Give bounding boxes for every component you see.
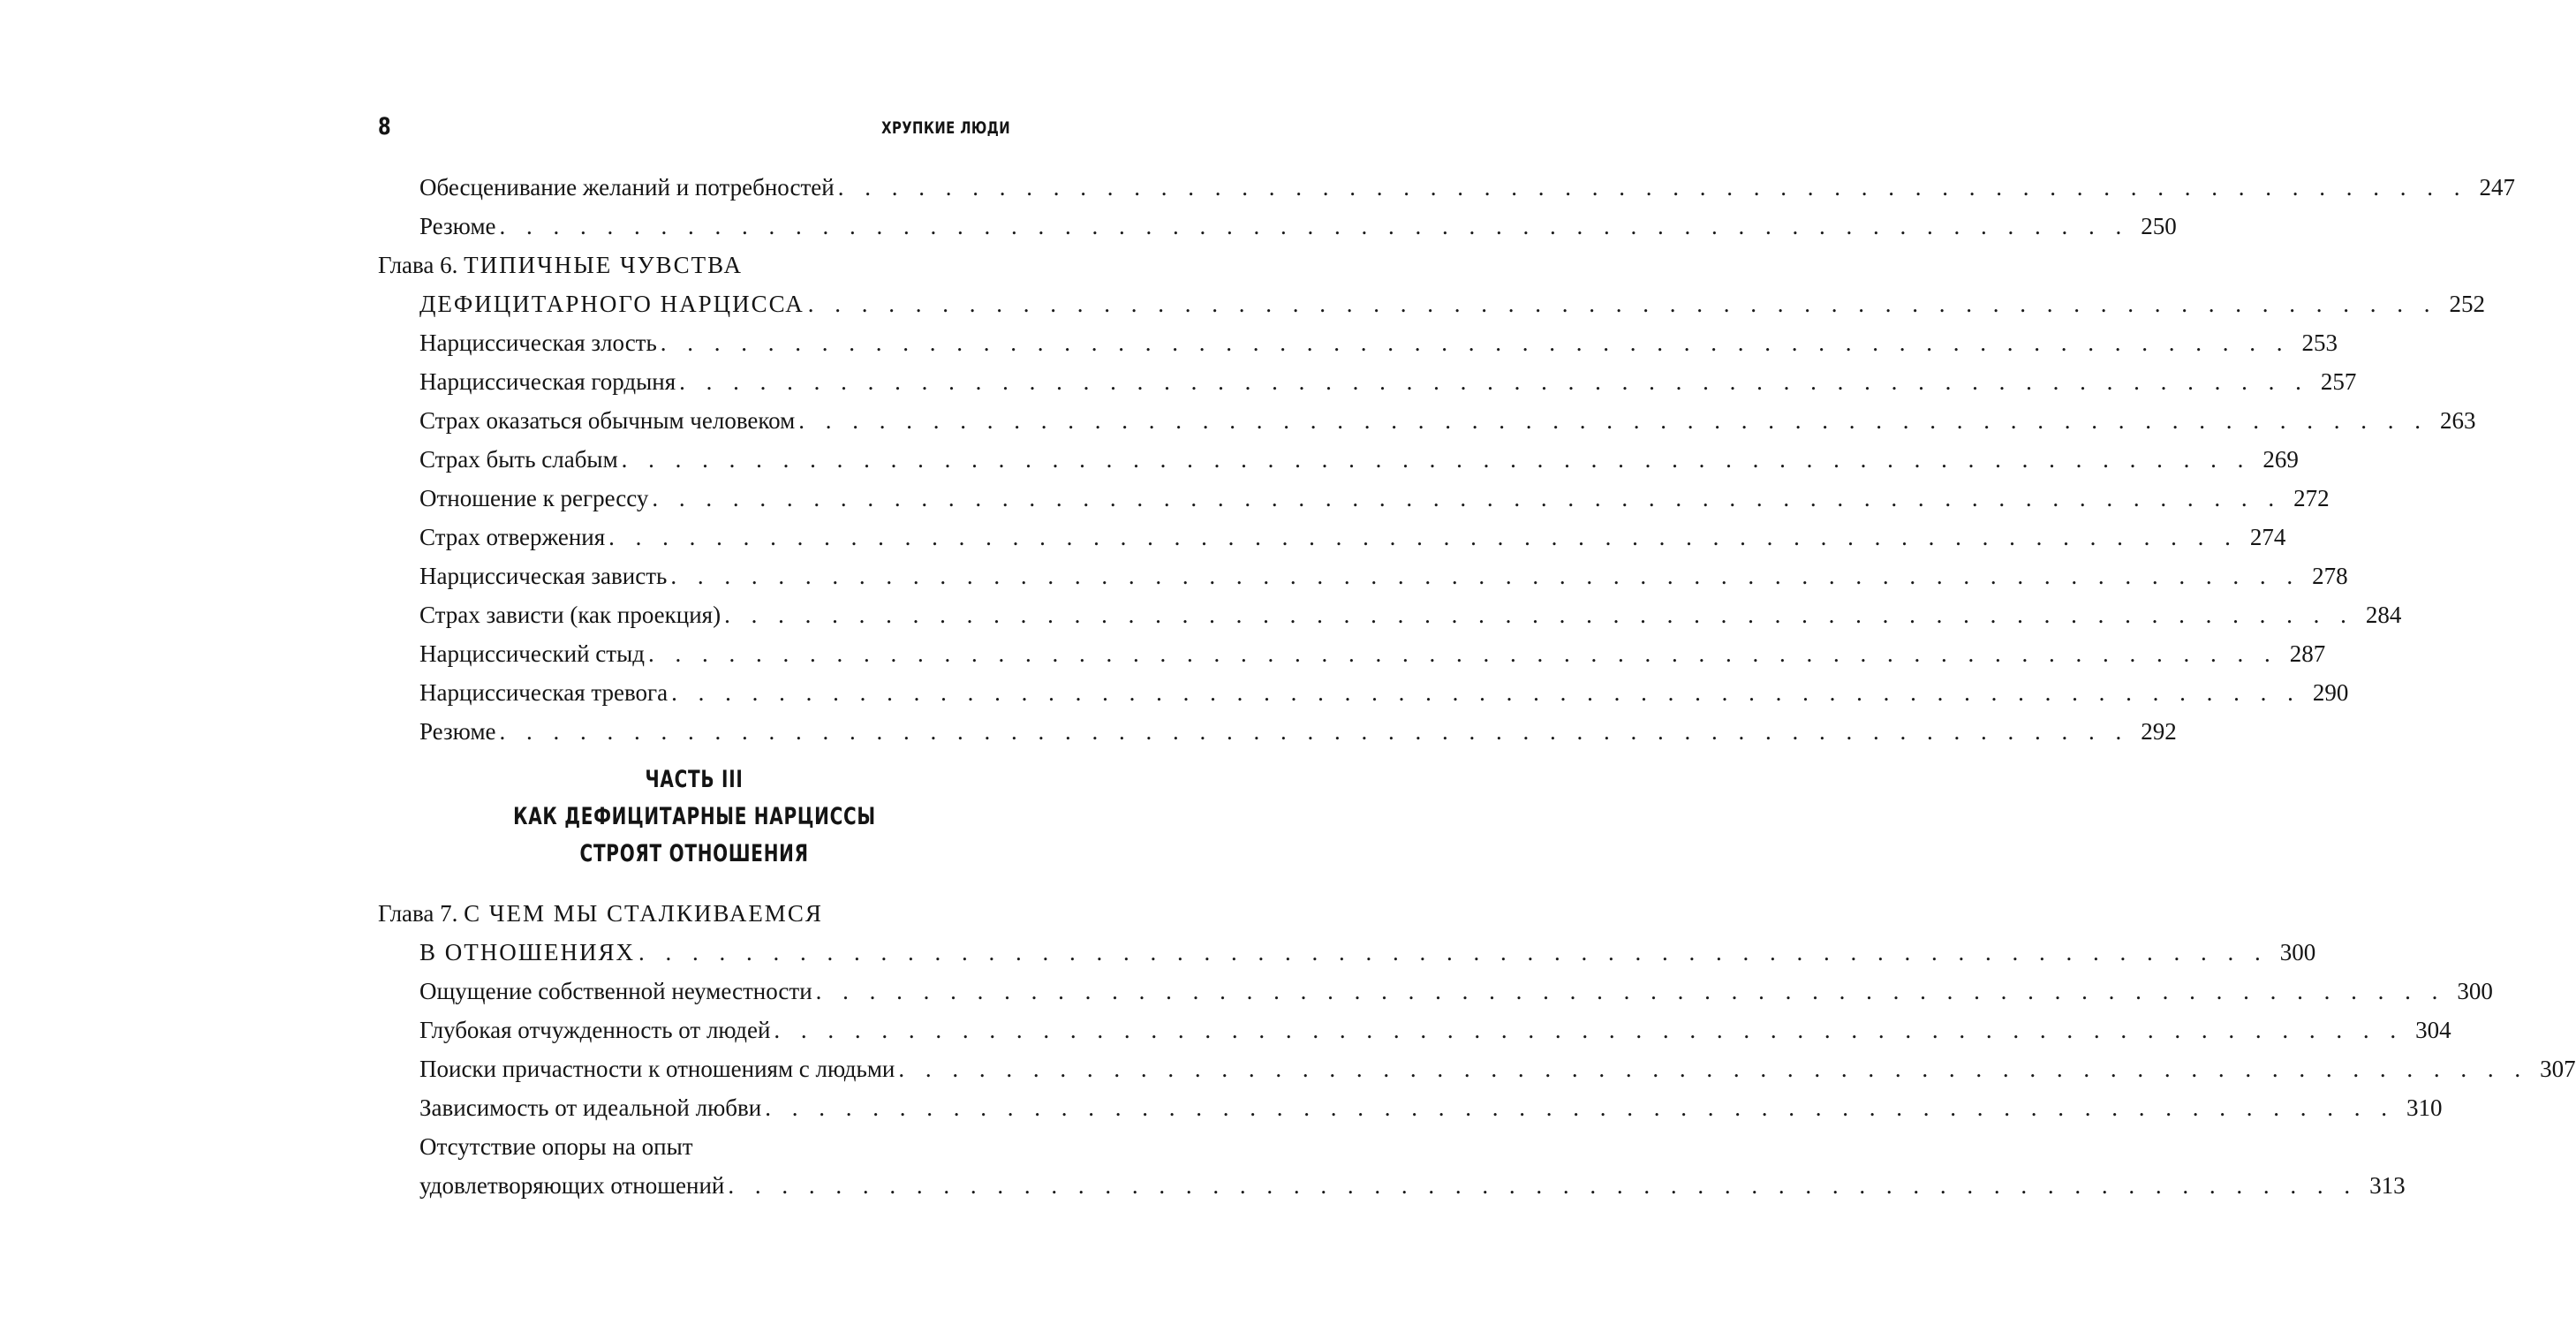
toc-leader-dots: . . . . . . . . . . . . . . . . . . . . . . . . . . . . . . . . . . . . . . . . . . . . . . . . . . . . . . . . . . . . . xyxy=(728,1172,2358,1199)
toc-entry-line1[interactable] xyxy=(378,1127,1010,1166)
toc-leader-dots: . . . . . . . . . . . . . . . . . . . . . . . . . . . . . . . . . . . . . . . . . . . . . . . . . . . . . . . . . . . . . xyxy=(499,213,2129,239)
toc-entry[interactable] xyxy=(378,634,2326,673)
toc-entry[interactable] xyxy=(378,1049,2576,1088)
toc-leader-dots: . . . . . . . . . . . . . . . . . . . . . . . . . . . . . . . . . . . . . . . . . . . . . . . . . . . . . . . . . . . . . xyxy=(671,679,2301,706)
toc-entry-title: Страх оказаться обычным человеком xyxy=(419,407,796,434)
toc-entry[interactable] xyxy=(378,1166,2406,1205)
toc-entry-title: Нарциссическая злость xyxy=(419,329,657,356)
toc-leader-dots: . . . . . . . . . . . . . . . . . . . . . . . . . . . . . . . . . . . . . . . . . . . . . . . . . . . . . . . . . . . . . xyxy=(815,978,2445,1004)
toc-entry-title: Зависимость от идеальной любви xyxy=(419,1094,762,1121)
page-number: 8 xyxy=(378,113,391,140)
toc-leader-dots: . . . . . . . . . . . . . . . . . . . . . . . . . . . . . . . . . . . . . . . . . . . . . . . . . . . . . . . . . . . . . xyxy=(724,602,2354,628)
toc-entry[interactable] xyxy=(378,1088,2443,1127)
toc-leader-dots: . . . . . . . . . . . . . . . . . . . . . . . . . . . . . . . . . . . . . . . . . . . . . . . . . . . . . . . . . . . . . xyxy=(660,329,2291,356)
toc-entry-title: Нарциссическая зависть xyxy=(419,563,668,589)
toc-entry-page: 310 xyxy=(2406,1094,2443,1121)
toc-entry-page: 284 xyxy=(2365,602,2402,628)
chapter-heading-line1[interactable] xyxy=(378,246,1010,284)
chapter-heading-line2[interactable] xyxy=(378,933,2316,972)
toc-entry-title: Поиски причастности к отношениям с людьми xyxy=(419,1056,895,1082)
toc-entry-page: 300 xyxy=(2457,978,2493,1004)
toc-entry-page: 313 xyxy=(2369,1172,2406,1199)
toc-leader-dots: . . . . . . . . . . . . . . . . . . . . . . . . . . . . . . . . . . . . . . . . . . . . . . . . . . . . . . . . . . . . . xyxy=(638,939,2269,965)
toc-entry-title: Нарциссический стыд xyxy=(419,640,645,667)
toc-entry[interactable] xyxy=(378,518,2286,556)
toc-entry-title: Обесценивание желаний и потребностей xyxy=(419,174,835,201)
toc-entry[interactable] xyxy=(378,595,2402,634)
toc-entry-page: 274 xyxy=(2249,524,2286,550)
toc-leader-dots: . . . . . . . . . . . . . . . . . . . . . . . . . . . . . . . . . . . . . . . . . . . . . . . . . . . . . . . . . . . . . xyxy=(647,640,2278,667)
toc-entry[interactable] xyxy=(378,712,2177,751)
part-title-line2: СТРОЯТ ОТНОШЕНИЯ xyxy=(579,840,809,867)
toc-chapter-7 xyxy=(378,894,2576,1205)
toc-block-continuation xyxy=(378,168,2515,246)
part-heading[interactable] xyxy=(378,761,1010,873)
chapter-title-line2: В ОТНОШЕНИЯХ xyxy=(419,939,635,965)
toc-entry[interactable] xyxy=(378,168,2515,207)
toc-leader-dots: . . . . . . . . . . . . . . . . . . . . . . . . . . . . . . . . . . . . . . . . . . . . . . . . . . . . . . . . . . . . . xyxy=(798,407,2429,434)
toc-entry-page: 263 xyxy=(2440,407,2476,434)
toc-entry[interactable] xyxy=(378,673,2349,712)
toc-entry-page: 304 xyxy=(2415,1017,2451,1043)
toc-entry-page: 269 xyxy=(2262,446,2299,473)
toc-entry-title: Страх быть слабым xyxy=(419,446,618,473)
toc-entry[interactable] xyxy=(378,1011,2451,1049)
toc-entry-page: 272 xyxy=(2293,485,2330,511)
toc-entry-title: Резюме xyxy=(419,718,496,745)
toc-entry-title-line2: удовлетворяющих отношений xyxy=(419,1172,725,1199)
toc-leader-dots: . . . . . . . . . . . . . . . . . . . . . . . . . . . . . . . . . . . . . . . . . . . . . . . . . . . . . . . . . . . . . xyxy=(807,291,2438,317)
toc-entry[interactable] xyxy=(378,479,2330,518)
toc-entry[interactable] xyxy=(378,972,2493,1011)
toc-leader-dots: . . . . . . . . . . . . . . . . . . . . . . . . . . . . . . . . . . . . . . . . . . . . . . . . . . . . . . . . . . . . . xyxy=(898,1056,2528,1082)
toc-entry-title: Резюме xyxy=(419,213,496,239)
toc-entry-page: 287 xyxy=(2289,640,2326,667)
toc-entry-title: Глубокая отчужденность от людей xyxy=(419,1017,771,1043)
toc-leader-dots: . . . . . . . . . . . . . . . . . . . . . . . . . . . . . . . . . . . . . . . . . . . . . . . . . . . . . . . . . . . . . xyxy=(608,524,2239,550)
toc-entry-page: 250 xyxy=(2141,213,2177,239)
toc-leader-dots: . . . . . . . . . . . . . . . . . . . . . . . . . . . . . . . . . . . . . . . . . . . . . . . . . . . . . . . . . . . . . xyxy=(652,485,2282,511)
toc-entry[interactable] xyxy=(378,323,2338,362)
toc-entry-page: 278 xyxy=(2312,563,2348,589)
toc-entry-title: Страх зависти (как проекция) xyxy=(419,602,721,628)
toc-entry-title: Нарциссическая тревога xyxy=(419,679,669,706)
chapter-title-line1: ТИПИЧНЫЕ ЧУВСТВА xyxy=(464,252,743,278)
chapter-page: 300 xyxy=(2279,939,2316,965)
toc-entry-title-line1: Отсутствие опоры на опыт xyxy=(419,1133,693,1160)
toc-entry-page: 247 xyxy=(2479,174,2515,201)
page-header xyxy=(378,113,1010,148)
toc-entry[interactable] xyxy=(378,362,2357,401)
chapter-title-line2: ДЕФИЦИТАРНОГО НАРЦИССА xyxy=(419,291,805,317)
toc-entry-title: Страх отвержения xyxy=(419,524,606,550)
toc-entry[interactable] xyxy=(378,401,2476,440)
toc-chapter-6 xyxy=(378,246,2486,751)
toc-leader-dots: . . . . . . . . . . . . . . . . . . . . . . . . . . . . . . . . . . . . . . . . . . . . . . . . . . . . . . . . . . . . . xyxy=(621,446,2251,473)
toc-entry[interactable] xyxy=(378,556,2348,595)
toc-leader-dots: . . . . . . . . . . . . . . . . . . . . . . . . . . . . . . . . . . . . . . . . . . . . . . . . . . . . . . . . . . . . . xyxy=(765,1094,2395,1121)
chapter-label: Глава 6. xyxy=(378,252,458,278)
toc-entry-page: 257 xyxy=(2320,368,2357,395)
part-number: ЧАСТЬ III xyxy=(645,766,744,793)
chapter-page: 252 xyxy=(2449,291,2486,317)
running-title: ХРУПКИЕ ЛЮДИ xyxy=(881,118,1010,138)
toc-entry-title: Отношение к регрессу xyxy=(419,485,649,511)
chapter-label: Глава 7. xyxy=(378,900,458,927)
toc-entry[interactable] xyxy=(378,207,2177,246)
chapter-heading-line2[interactable] xyxy=(378,284,2486,323)
toc-entry-page: 292 xyxy=(2141,718,2177,745)
toc-leader-dots: . . . . . . . . . . . . . . . . . . . . . . . . . . . . . . . . . . . . . . . . . . . . . . . . . . . . . . . . . . . . . xyxy=(670,563,2300,589)
toc-entry-page: 307 xyxy=(2540,1056,2576,1082)
part-title-line1: КАК ДЕФИЦИТАРНЫЕ НАРЦИССЫ xyxy=(512,803,876,830)
toc-entry-page: 290 xyxy=(2312,679,2349,706)
chapter-title-line1: С ЧЕМ МЫ СТАЛКИВАЕМСЯ xyxy=(464,900,823,927)
toc-leader-dots: . . . . . . . . . . . . . . . . . . . . . . . . . . . . . . . . . . . . . . . . . . . . . . . . . . . . . . . . . . . . . xyxy=(499,718,2129,745)
toc-leader-dots: . . . . . . . . . . . . . . . . . . . . . . . . . . . . . . . . . . . . . . . . . . . . . . . . . . . . . . . . . . . . . xyxy=(679,368,2309,395)
toc-entry[interactable] xyxy=(378,440,2299,479)
toc-entry-title: Нарциссическая гордыня xyxy=(419,368,676,395)
chapter-heading-line1[interactable] xyxy=(378,894,1010,933)
toc-entry-title: Ощущение собственной неуместности xyxy=(419,978,812,1004)
toc-leader-dots: . . . . . . . . . . . . . . . . . . . . . . . . . . . . . . . . . . . . . . . . . . . . . . . . . . . . . . . . . . . . . xyxy=(837,174,2467,201)
toc-leader-dots: . . . . . . . . . . . . . . . . . . . . . . . . . . . . . . . . . . . . . . . . . . . . . . . . . . . . . . . . . . . . . xyxy=(774,1017,2404,1043)
toc-entry-page: 253 xyxy=(2301,329,2338,356)
